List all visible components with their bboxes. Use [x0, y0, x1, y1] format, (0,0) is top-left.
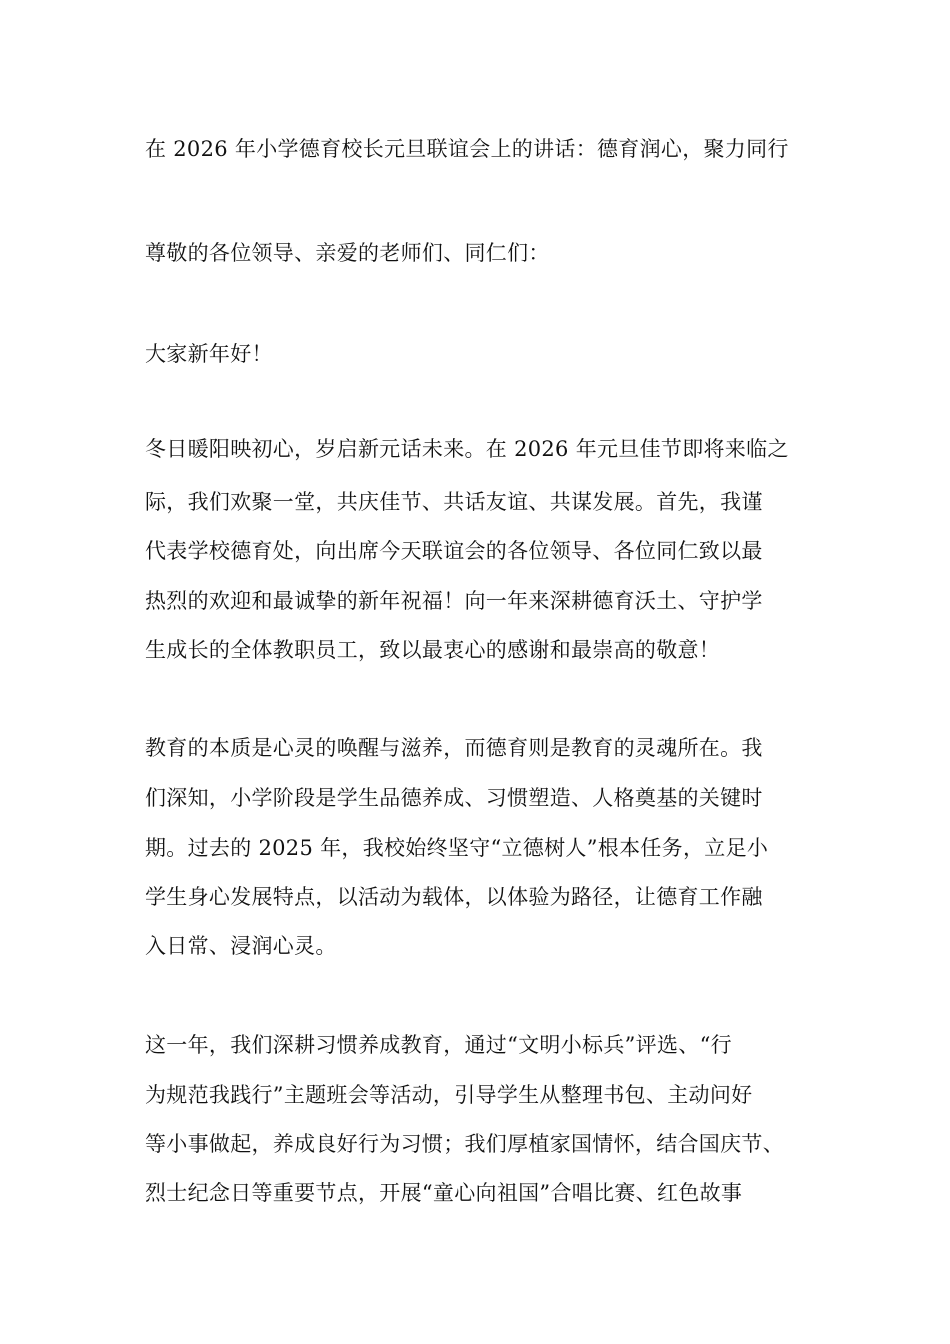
paragraph-line: 烈士纪念日等重要节点，开展“童心向祖国”合唱比赛、红色故事 — [145, 1181, 743, 1205]
paragraph-line: 等小事做起，养成良好行为习惯；我们厚植家国情怀，结合国庆节、 — [145, 1132, 784, 1156]
salutation: 尊敬的各位领导、亲爱的老师们、同仁们： — [145, 241, 550, 265]
paragraph-line: 代表学校德育处，向出席今天联谊会的各位领导、各位同仁致以最 — [145, 539, 763, 563]
paragraph-line: 学生身心发展特点，以活动为载体，以体验为路径，让德育工作融 — [145, 885, 763, 909]
paragraph-line: 入日常、浸润心灵。 — [145, 934, 337, 958]
paragraph-line: 这一年，我们深耕习惯养成教育，通过“文明小标兵”评选、“行 — [145, 1033, 732, 1057]
paragraph-line: 们深知，小学阶段是学生品德养成、习惯塑造、人格奠基的关键时 — [145, 786, 763, 810]
paragraph-line: 生成长的全体教职员工，致以最衷心的感谢和最崇高的敬意！ — [145, 638, 721, 662]
paragraph-line: 教育的本质是心灵的唤醒与滋养，而德育则是教育的灵魂所在。我 — [145, 736, 763, 760]
paragraph-line: 际，我们欢聚一堂，共庆佳节、共话友谊、共谋发展。首先，我谨 — [145, 490, 763, 514]
paragraph-line: 期。过去的 2025 年，我校始终坚守“立德树人”根本任务，立足小 — [145, 836, 769, 860]
greeting: 大家新年好！ — [145, 342, 273, 366]
document-title: 在 2026 年小学德育校长元旦联谊会上的讲话：德育润心，聚力同行 — [145, 137, 789, 161]
paragraph-line: 为规范我践行”主题班会等活动，引导学生从整理书包、主动问好 — [145, 1083, 753, 1107]
paragraph-line: 冬日暖阳映初心，岁启新元话未来。在 2026 年元旦佳节即将来临之 — [145, 437, 789, 461]
paragraph-line: 热烈的欢迎和最诚挚的新年祝福！向一年来深耕德育沃土、守护学 — [145, 589, 763, 613]
